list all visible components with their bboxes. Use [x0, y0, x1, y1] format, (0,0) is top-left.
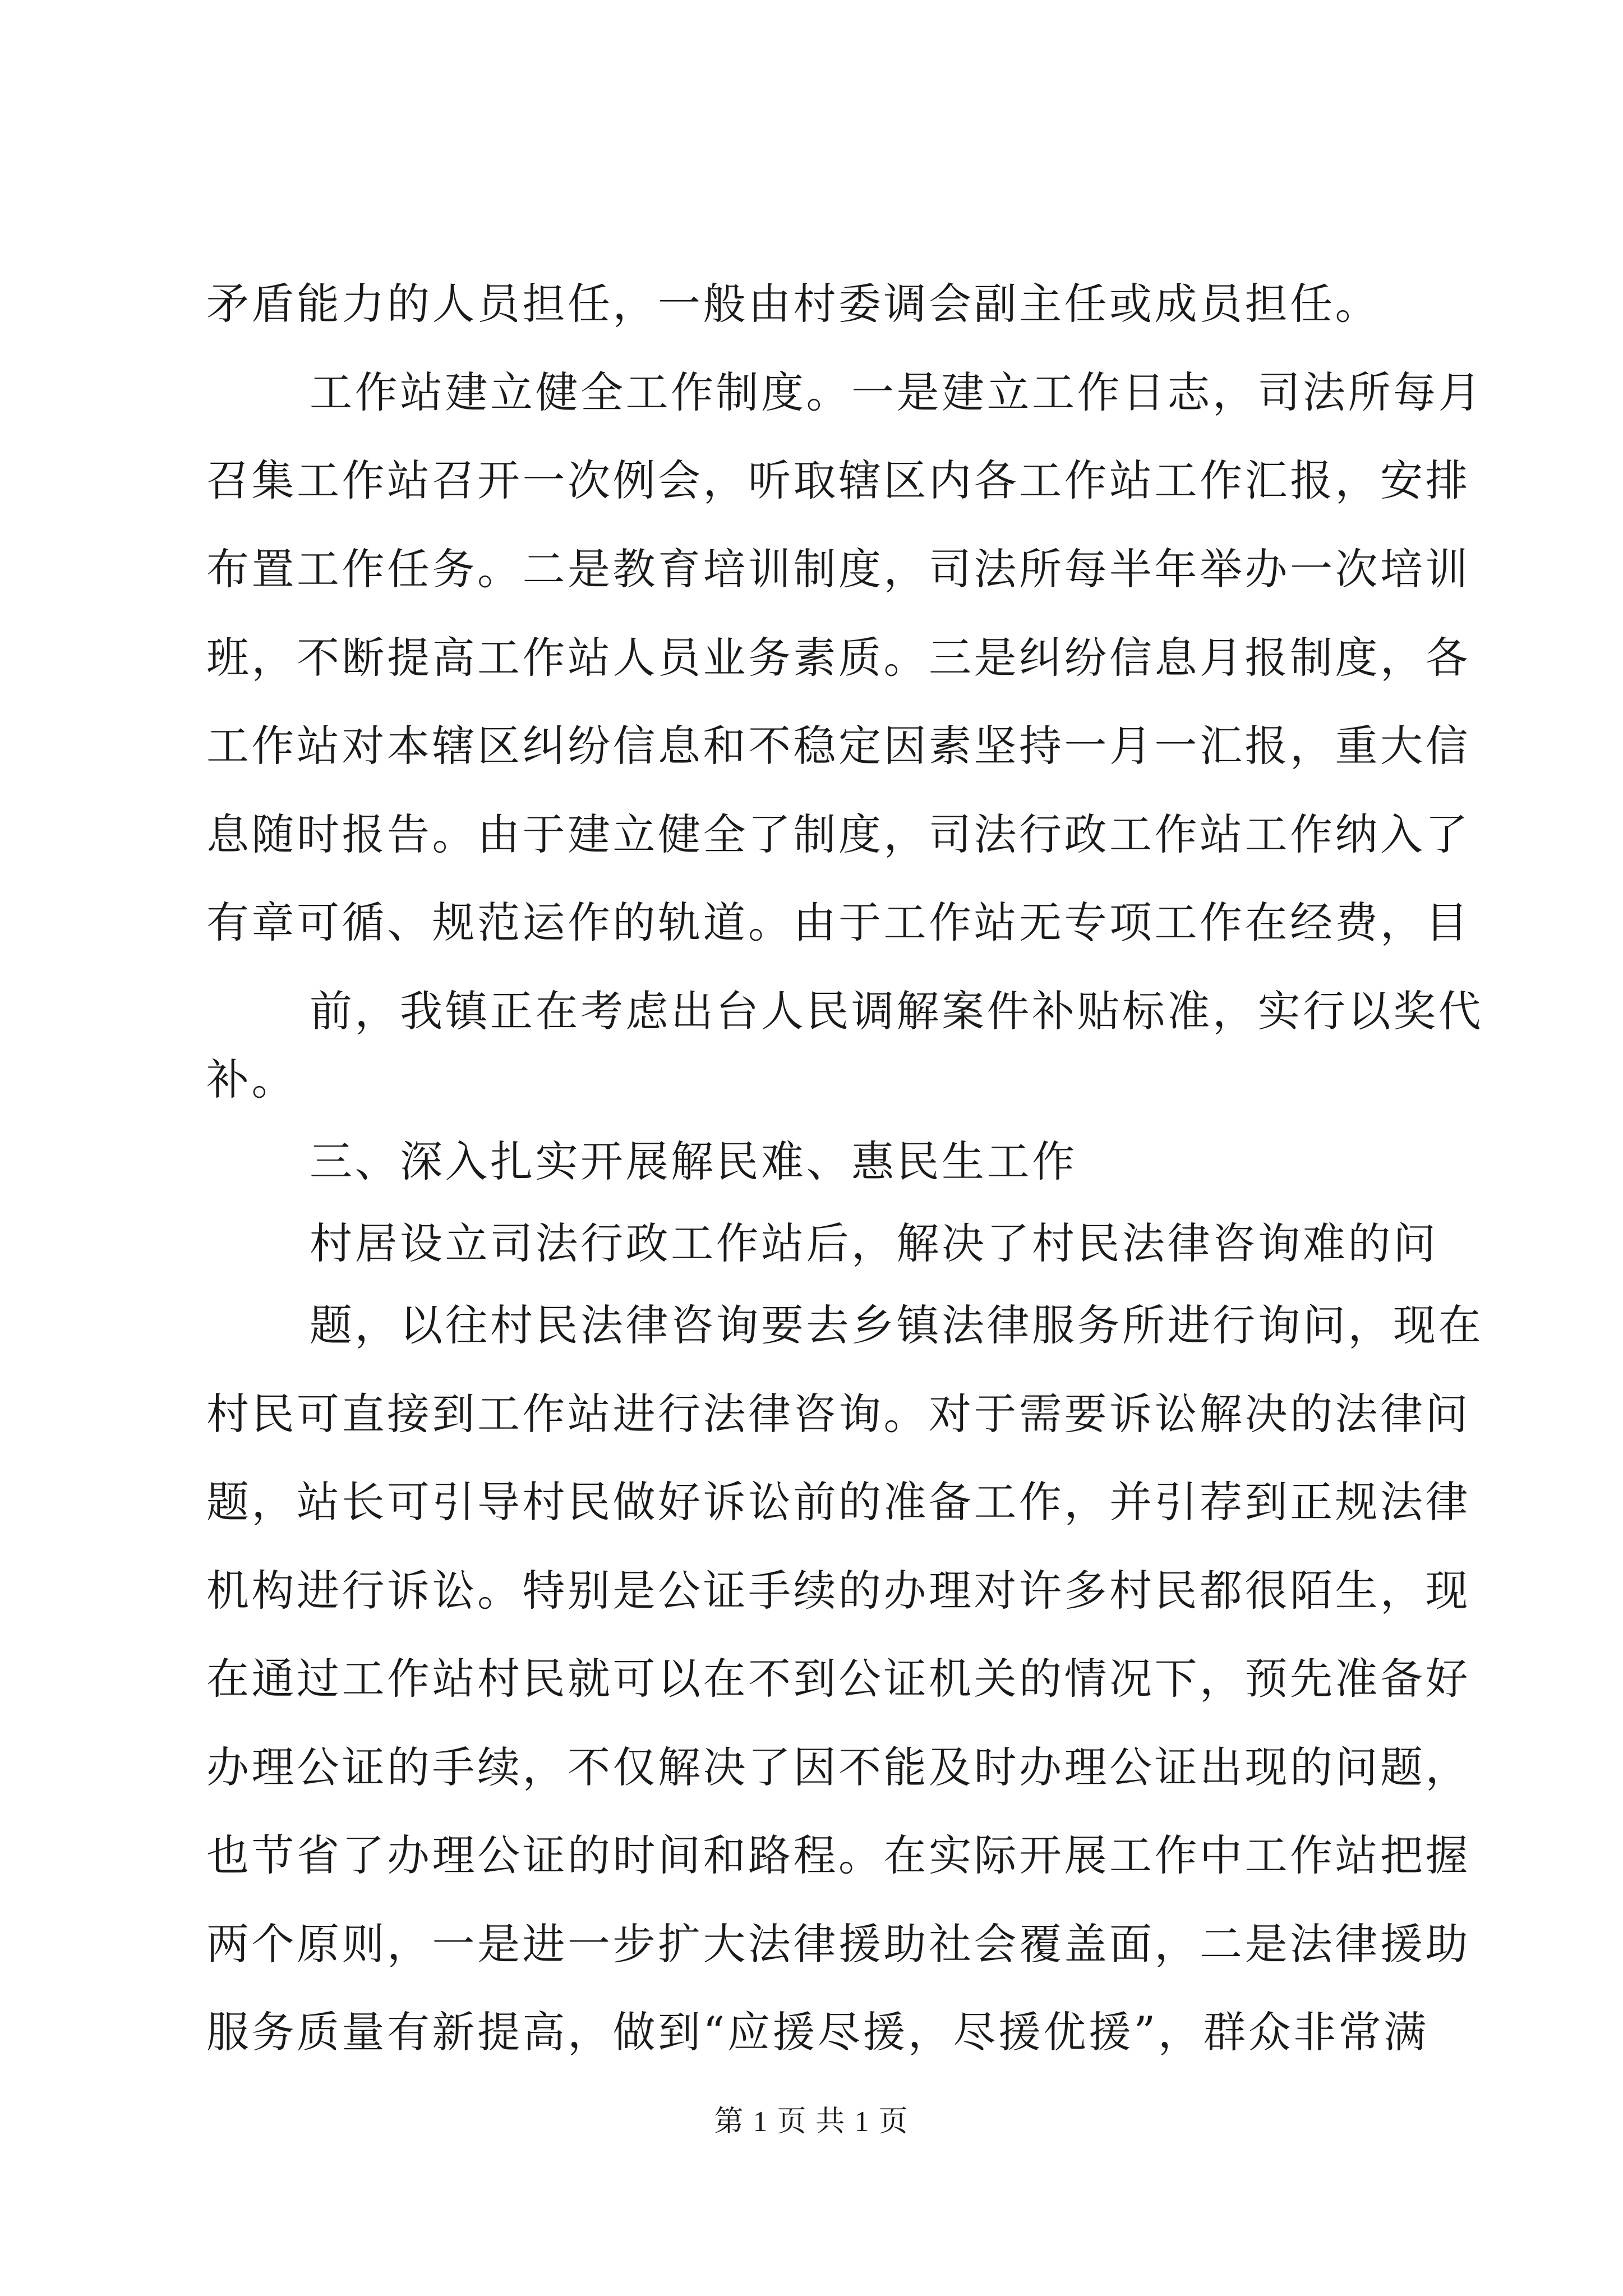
text-line: 有章可循、规范运作的轨道。由于工作站无专项工作在经费，目	[206, 898, 1470, 947]
text-line: 班，不断提高工作站人员业务素质。三是纠纷信息月报制度，各	[206, 633, 1470, 683]
text-line: 村民可直接到工作站进行法律咨询。对于需要诉讼解决的法律问	[206, 1389, 1470, 1439]
text-line: 在通过工作站村民就可以在不到公证机关的情况下，预先准备好	[206, 1654, 1470, 1704]
text-line: 矛盾能力的人员担任，一般由村委调会副主任或成员担任。	[206, 279, 1380, 329]
text-line: 两个原则，一是进一步扩大法律援助社会覆盖面，二是法律援助	[206, 1919, 1470, 1969]
text-line: 工作站对本辖区纠纷信息和不稳定因素坚持一月一汇报，重大信	[206, 721, 1470, 771]
text-line: 召集工作站召开一次例会，听取辖区内各工作站工作汇报，安排	[206, 455, 1470, 505]
text-line: 工作站建立健全工作制度。一是建立工作日志，司法所每月	[310, 367, 1483, 417]
text-line: 也节省了办理公证的时间和路程。在实际开展工作中工作站把握	[206, 1830, 1470, 1880]
text-line: 息随时报告。由于建立健全了制度，司法行政工作站工作纳入了	[206, 809, 1470, 859]
text-line: 办理公证的手续，不仅解决了因不能及时办理公证出现的问题，	[206, 1742, 1470, 1792]
text-line: 题，以往村民法律咨询要去乡镇法律服务所进行询问，现在	[310, 1300, 1483, 1350]
text-line: 村居设立司法行政工作站后，解决了村民法律咨询难的问	[310, 1218, 1438, 1268]
text-line: 机构进行诉讼。特别是公证手续的办理对许多村民都很陌生，现	[206, 1566, 1470, 1616]
section-heading: 三、深入扎实开展解民难、惠民生工作	[310, 1137, 1077, 1186]
text-line: 前，我镇正在考虑出台人民调解案件补贴标准，实行以奖代	[310, 986, 1483, 1036]
page-number-footer: 第 1 页 共 1 页	[714, 2106, 909, 2138]
text-line: 题，站长可引导村民做好诉讼前的准备工作，并引荐到正规法律	[206, 1477, 1470, 1527]
text-line: 布置工作任务。二是教育培训制度，司法所每半年举办一次培训	[206, 544, 1470, 594]
text-line: 服务质量有新提高，做到“应援尽援，尽援优援”，群众非常满	[206, 2007, 1429, 2057]
text-line: 补。	[206, 1055, 297, 1105]
